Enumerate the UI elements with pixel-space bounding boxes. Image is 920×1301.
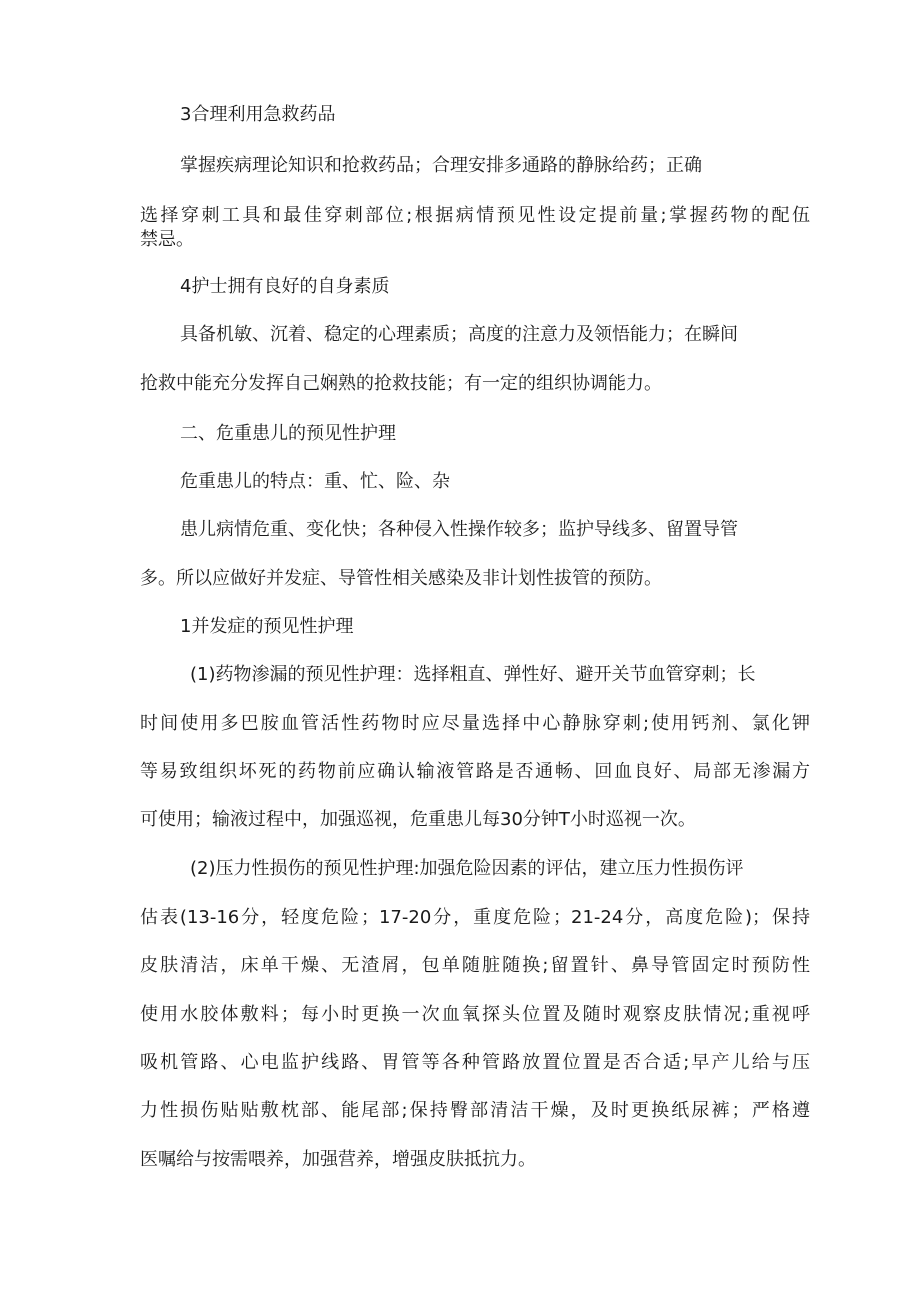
paragraph-line: 估表(13-16分，轻度危险；17-20分，重度危险；21-24分，高度危险)；保持 bbox=[140, 907, 810, 928]
paragraph-line: 多。所以应做好并发症、导管性相关感染及非计划性拔管的预防。 bbox=[140, 568, 662, 589]
paragraph-line: 时间使用多巴胺血管活性药物时应尽量选择中心静脉穿刺;使用钙剂、氯化钾 bbox=[140, 713, 810, 734]
paragraph-line: 吸机管路、心电监护线路、胃管等各种管路放置位置是否合适;早产儿给与压 bbox=[140, 1052, 810, 1073]
paragraph-line: 选择穿刺工具和最佳穿刺部位;根据病情预见性设定提前量;掌握药物的配伍 bbox=[140, 205, 810, 226]
section-heading-3: 3合理利用急救药品 bbox=[180, 104, 336, 125]
paragraph-line: 患儿病情危重、变化快；各种侵入性操作较多；监护导线多、留置导管 bbox=[180, 519, 738, 540]
subheading-line: 危重患儿的特点：重、忙、险、杂 bbox=[180, 471, 450, 492]
paragraph-line: 抢救中能充分发挥自己娴熟的抢救技能；有一定的组织协调能力。 bbox=[140, 373, 662, 394]
paragraph-line: 可使用；输液过程中，加强巡视，危重患儿每30分钟T小时巡视一次。 bbox=[140, 809, 696, 830]
paragraph-line: 禁忌。 bbox=[140, 229, 194, 250]
paragraph-line: 使用水胶体敷料；每小时更换一次血氧探头位置及随时观察皮肤情况;重视呼 bbox=[140, 1004, 810, 1025]
paragraph-line: 掌握疾病理论知识和抢救药品；合理安排多通路的静脉给药；正确 bbox=[180, 155, 702, 176]
paragraph-line: 力性损伤贴贴敷枕部、能尾部;保持臀部清洁干燥，及时更换纸尿裤；严格遵 bbox=[140, 1100, 810, 1121]
paragraph-line: 具备机敏、沉着、稳定的心理素质；高度的注意力及领悟能力；在瞬间 bbox=[180, 324, 738, 345]
section-heading-2: 二、危重患儿的预见性护理 bbox=[180, 423, 396, 444]
section-heading-1: 1并发症的预见性护理 bbox=[180, 616, 354, 637]
paragraph-line: 医嘱给与按需喂养，加强营养，增强皮肤抵抗力。 bbox=[140, 1149, 536, 1170]
paragraph-line: (1)药物渗漏的预见性护理：选择粗直、弹性好、避开关节血管穿刺；长 bbox=[190, 664, 756, 685]
section-heading-4: 4护士拥有良好的自身素质 bbox=[180, 276, 390, 297]
paragraph-line: 皮肤清洁，床单干燥、无渣屑，包单随脏随换;留置针、鼻导管固定时预防性 bbox=[140, 955, 810, 976]
paragraph-line: 等易致组织坏死的药物前应确认输液管路是否通畅、回血良好、局部无渗漏方 bbox=[140, 761, 810, 782]
paragraph-line: (2)压力性损伤的预见性护理:加强危险因素的评估，建立压力性损伤评 bbox=[190, 858, 744, 879]
